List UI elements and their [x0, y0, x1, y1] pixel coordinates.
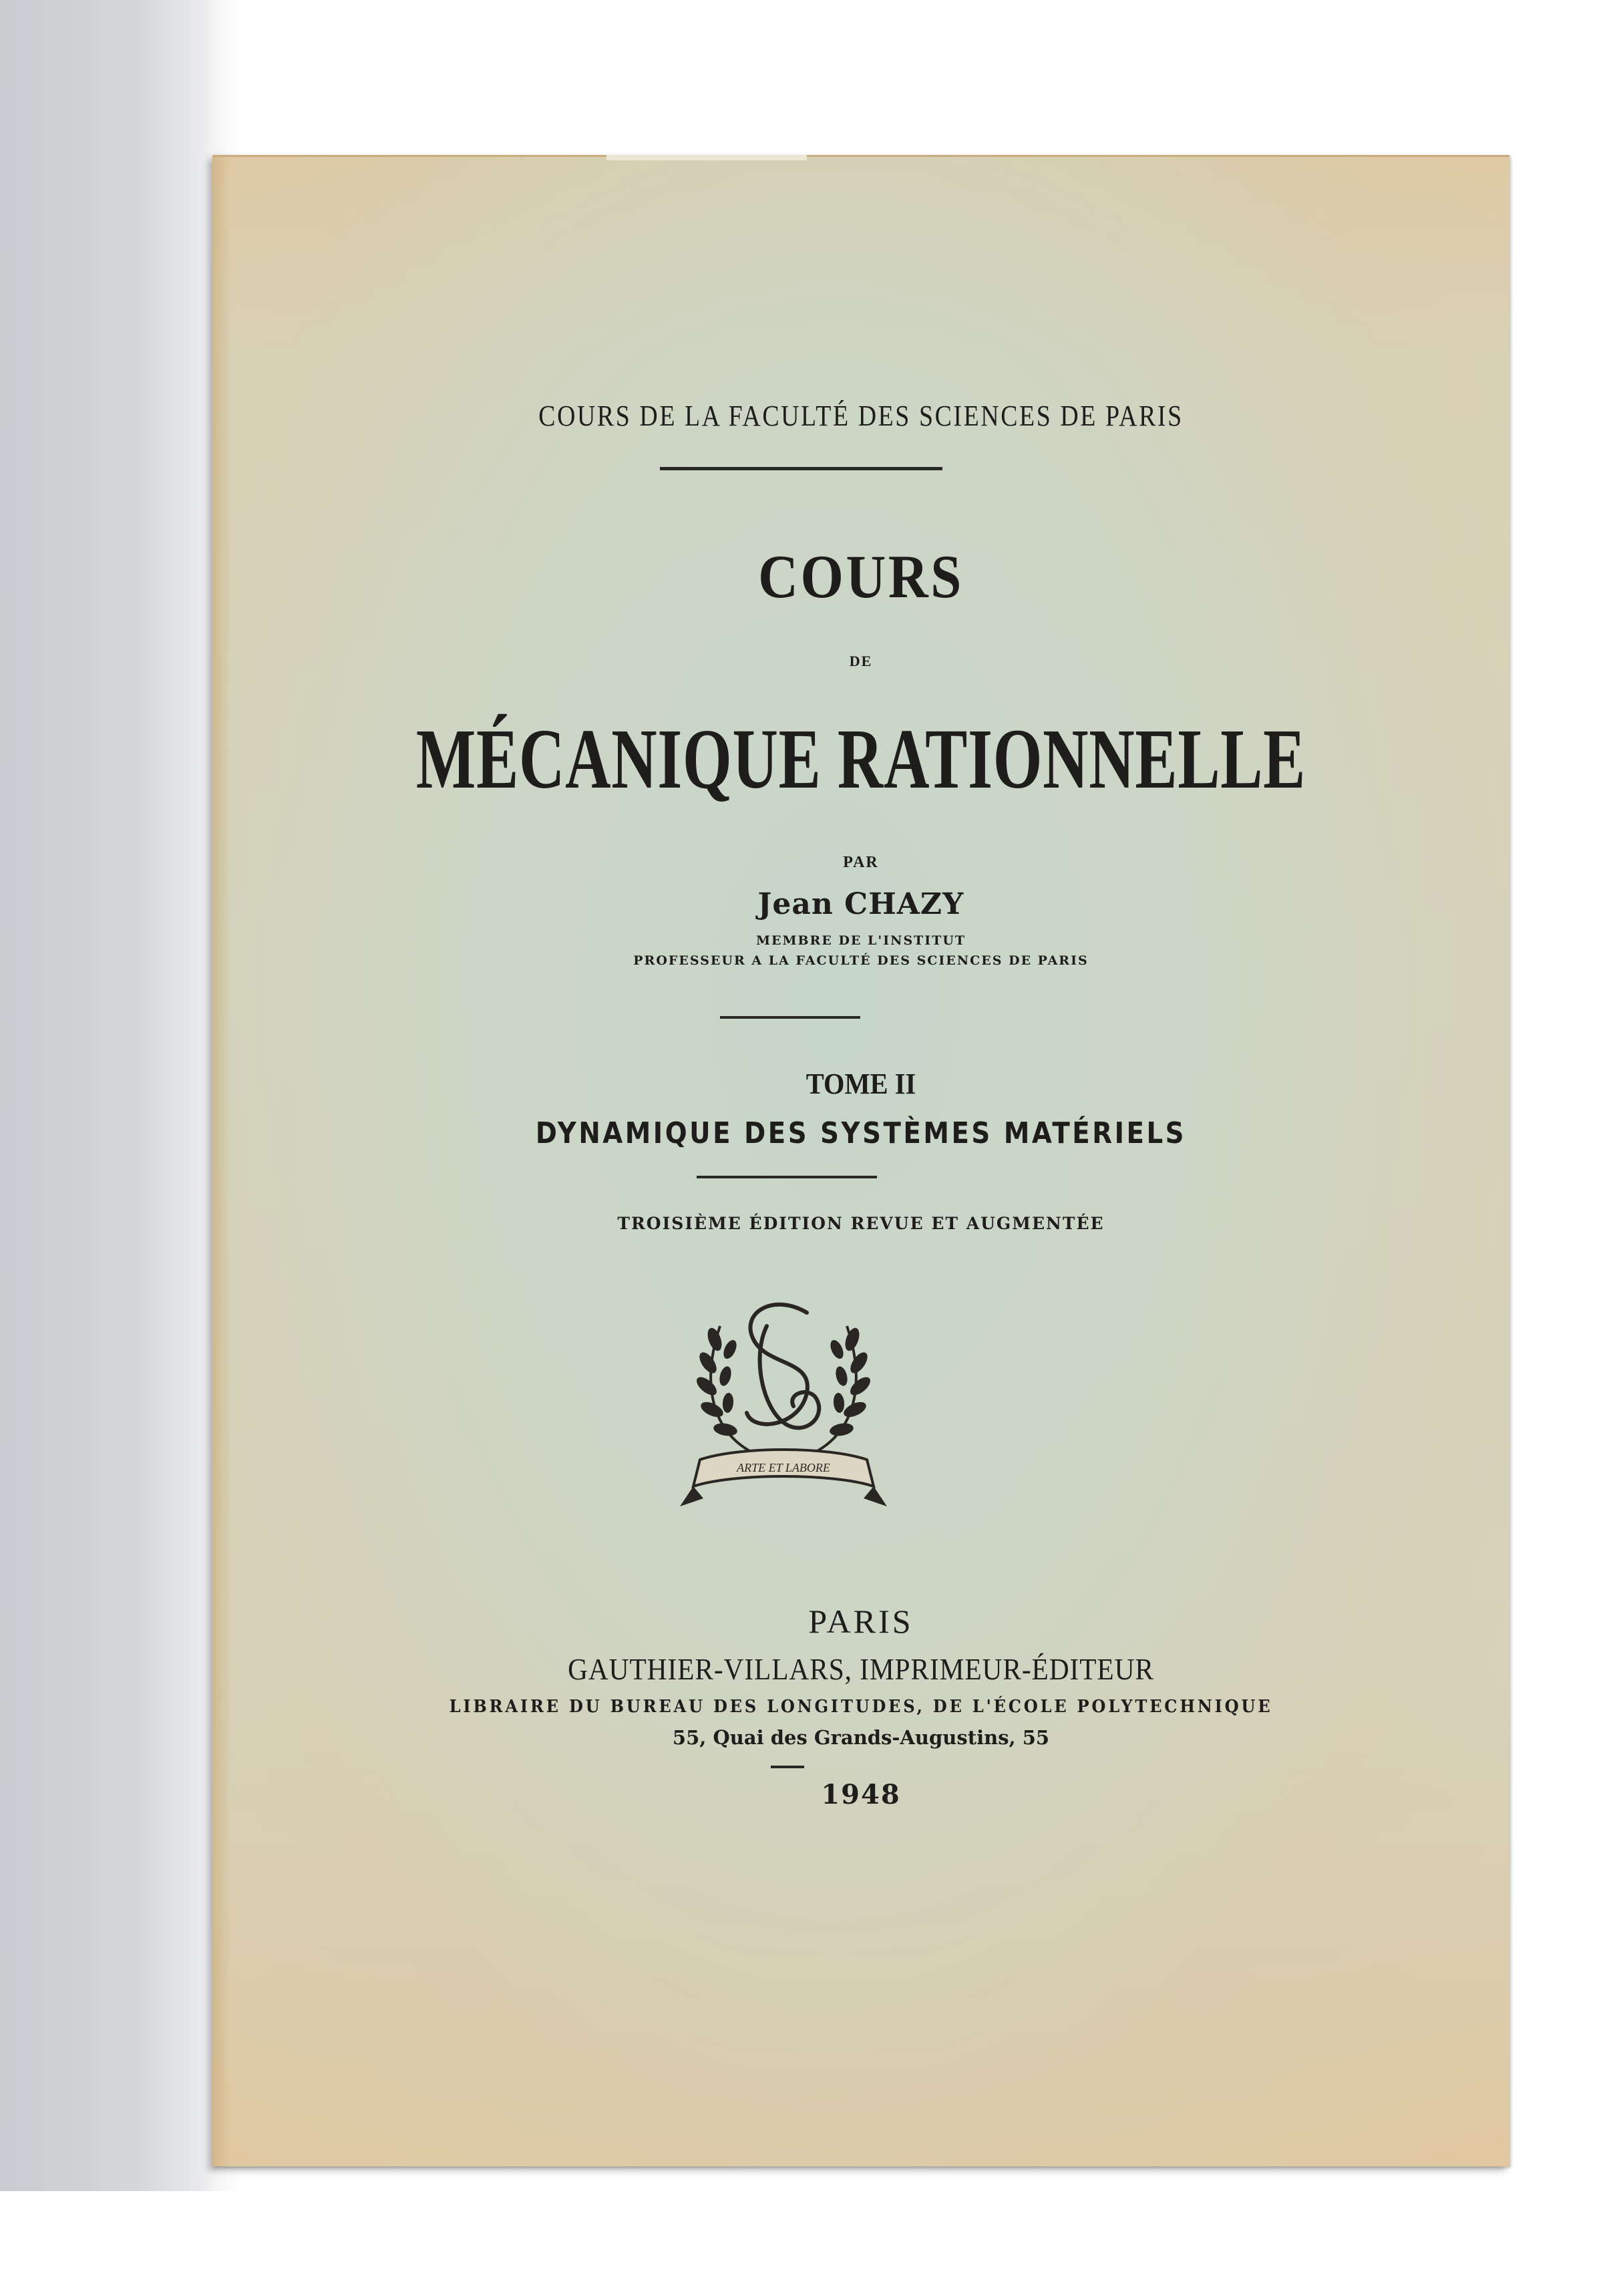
volume-subject: DYNAMIQUE DES SYSTÈMES MATÉRIELS: [535, 1116, 1187, 1150]
series-title: COURS DE LA FACULTÉ DES SCIENCES DE PARIS: [538, 399, 1184, 432]
by-label: PAR: [843, 854, 879, 871]
cover-spine-edge: [212, 157, 231, 2166]
publication-year: 1948: [821, 1779, 901, 1810]
divider-rule: [660, 467, 942, 470]
publisher-monogram-wreath-icon: [673, 1286, 894, 1513]
book-title: MÉCANIQUE RATIONNELLE: [415, 711, 1306, 806]
volume-label: TOME II: [806, 1068, 916, 1100]
publisher-address: 55, Quai des Grands-Augustins, 55: [672, 1726, 1050, 1749]
author-position: PROFESSEUR A LA FACULTÉ DES SCIENCES DE PARIS: [633, 953, 1089, 968]
cover-worn-notch: [606, 155, 807, 160]
book-cover: [212, 155, 1509, 2166]
publisher-name: GAUTHIER-VILLARS, IMPRIMEUR-ÉDITEUR: [568, 1652, 1154, 1686]
author-name: Jean CHAZY: [757, 887, 964, 921]
divider-rule: [697, 1176, 877, 1178]
divider-rule: [720, 1016, 860, 1019]
publisher-affiliation: LIBRAIRE DU BUREAU DES LONGITUDES, DE L'ÉCOLE POLYTECHNIQUE: [449, 1697, 1273, 1717]
emblem-ribbon-motto: ARTE ET LABORE: [737, 1461, 830, 1474]
title-line-de: DE: [849, 653, 873, 669]
scanner-bottom-margin: [0, 2191, 1609, 2296]
edition-note: TROISIÈME ÉDITION REVUE ET AUGMENTÉE: [617, 1214, 1105, 1233]
publication-city: PARIS: [808, 1603, 914, 1640]
divider-rule: [771, 1766, 804, 1768]
author-membership: MEMBRE DE L'INSTITUT: [755, 933, 966, 948]
title-line-cours: COURS: [758, 542, 964, 611]
